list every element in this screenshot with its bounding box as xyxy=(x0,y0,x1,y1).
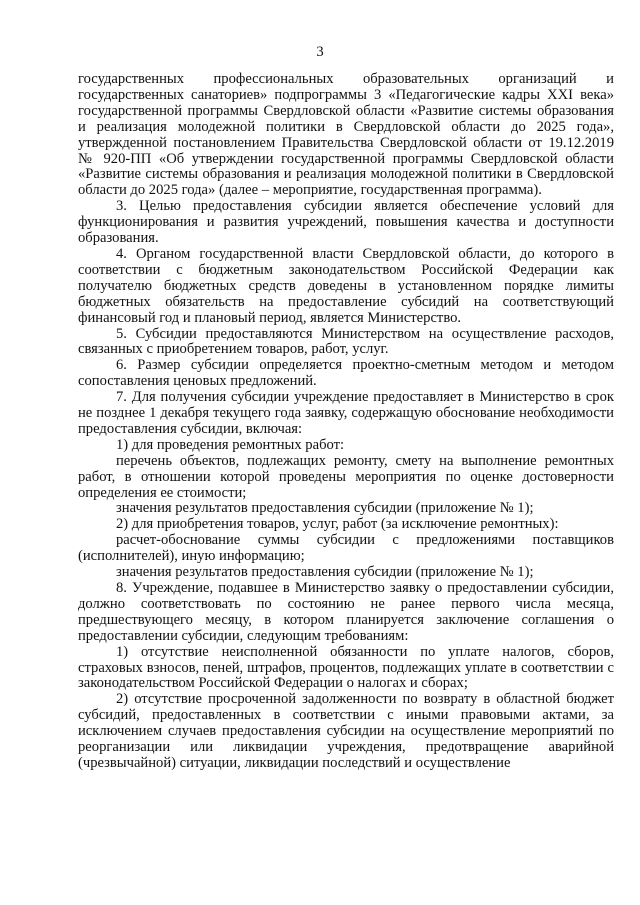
document-body xyxy=(78,72,614,772)
paragraph-7: 7. Для получения субсидии учреждение предоставляет в Министерство в срок не позднее 1 декабря текущего года заявку, содержащую обоснование необходимости предоставления субсидии, включая: xyxy=(78,389,614,437)
page-number: 3 xyxy=(316,44,324,60)
paragraph-4: 4. Органом государственной власти Свердловской области, до которого в соответствии с бюджетным законодательством Российской Федерации как получателю бюджетных средств доведены в установленном порядке лимиты бюджетных обязательств на предоставление субсидий на соответствующий финансовый год и плановый период, является Министерство. xyxy=(78,245,614,326)
paragraph-7-item-2-results: значения результатов предоставления субсидии (приложение № 1); xyxy=(116,564,534,581)
paragraph-8-item-1: 1) отсутствие неисполненной обязанности по уплате налогов, сборов, страховых взносов, пеней, штрафов, процентов, подлежащих уплате в соответствии с законодательством Российской Федерации о налогах и сборах; xyxy=(78,643,614,692)
paragraph-7-item-1: 1) для проведения ремонтных работ: xyxy=(116,436,345,453)
paragraph-7-item-2: 2) для приобретения товаров, услуг, работ (за исключение ремонтных): xyxy=(116,516,559,533)
paragraph-7-item-1-list: перечень объектов, подлежащих ремонту, смету на выполнение ремонтных работ, в отношении которой проведены мероприятия по оценке достоверности определения ее стоимости; xyxy=(78,452,614,501)
paragraph-7-item-2-calc: расчет-обоснование суммы субсидии с предложениями поставщиков (исполнителей), иную информацию; xyxy=(78,532,614,565)
paragraph-6: 6. Размер субсидии определяется проектно-сметным методом и методом сопоставления ценовых предложений. xyxy=(78,357,614,390)
paragraph-7-item-1-results: значения результатов предоставления субсидии (приложение № 1); xyxy=(116,500,534,517)
paragraph-3: 3. Целью предоставления субсидии является обеспечение условий для функционирования и развития учреждений, повышения качества и доступности образования. xyxy=(78,198,614,247)
paragraph-5: 5. Субсидии предоставляются Министерством на осуществление расходов, связанных с приобретением товаров, работ, услуг. xyxy=(78,325,614,358)
paragraph-8: 8. Учреждение, подавшее в Министерство заявку о предоставлении субсидии, должно соответствовать по состоянию не ранее первого числа месяца, предшествующего месяцу, в котором планируется заключение соглашения о предоставлении субсидии, следующим требованиям: xyxy=(78,580,614,644)
paragraph-continuation: государственных профессиональных образовательных организаций и государственных санаториев» подпрограммы 3 «Педагогические кадры XXI века» государственной программы Свердловской области «Развитие системы образования и реализация молодежной политики в Свердловской области до 2025 года», утвержденной постановлением Правительства Свердловской области от 19.12.2019 № 920-ПП «Об утверждении государственной программы Свердловской области «Развитие системы образования и реализация молодежной политики в Свердловской области до 2025 года» (далее – мероприятие, государственная программа). xyxy=(78,71,614,199)
paragraph-8-item-2: 2) отсутствие просроченной задолженности по возврату в областной бюджет субсидий, предоставленных в соответствии с иными правовыми актами, за исключением случаев предоставления субсидии на осуществление мероприятий по реорганизации или ликвидации учреждения, предотвращение аварийной (чрезвычайной) ситуации, ликвидации последствий и осуществление xyxy=(78,691,614,771)
